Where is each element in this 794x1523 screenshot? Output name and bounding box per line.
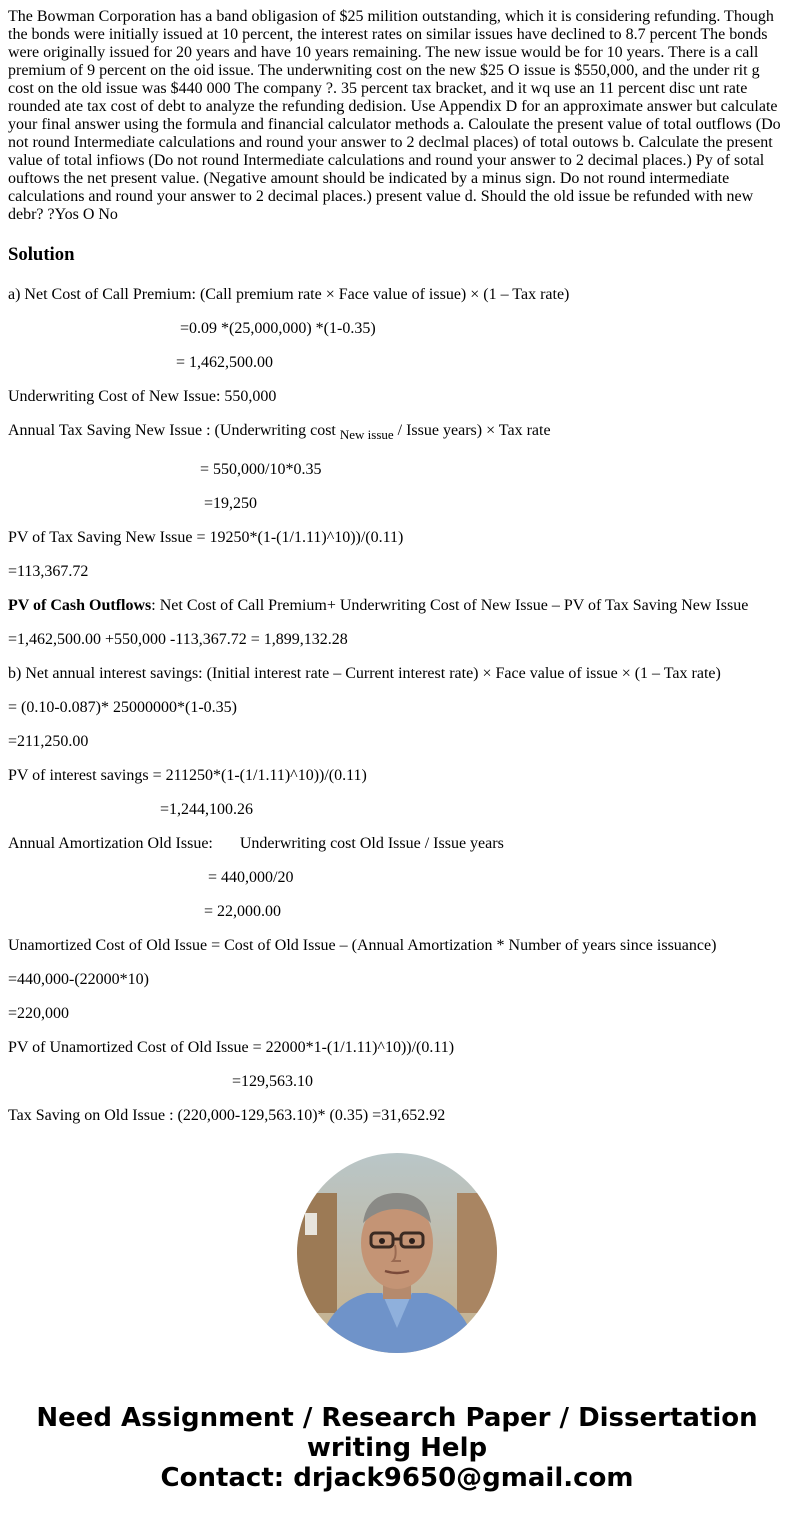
tax-saving-calc: = 550,000/10*0.35 — [200, 461, 322, 478]
amortization-line — [8, 835, 786, 853]
pv-unamortized-result: =129,563.10 — [232, 1073, 314, 1090]
pv-outflows-bold: PV of Cash Outflows — [8, 597, 152, 614]
amortization-formula: Underwriting cost Old Issue / Issue years — [239, 835, 504, 852]
footer-banner — [0, 1403, 794, 1493]
unamortized-calc: =440,000-(22000*10) — [8, 971, 150, 988]
pv-outflows-result: =1,462,500.00 +550,000 -113,367.72 = 1,899,132.28 — [8, 631, 348, 648]
call-premium-label: a) Net Cost of Call Premium: (Call premium rate × Face value of issue) × (1 – Tax rate) — [8, 286, 570, 303]
tax-saving-label-post: / Issue years) × Tax rate — [393, 422, 551, 439]
tax-saving-result: =19,250 — [204, 495, 258, 512]
call-premium-result: = 1,462,500.00 — [176, 354, 274, 371]
unamortized-label: Unamortized Cost of Old Issue = Cost of Old Issue – (Annual Amortization * Number of years since issuance) — [8, 937, 717, 954]
tax-saving-label-sub: New issue — [339, 427, 394, 442]
amortization-calc: = 440,000/20 — [208, 869, 294, 886]
pv-interest-savings: PV of interest savings = 211250*(1-(1/1.11)^10))/(0.11) — [8, 767, 367, 784]
tax-saving-old: Tax Saving on Old Issue : (220,000-129,563.10)* (0.35) =31,652.92 — [8, 1107, 446, 1124]
interest-savings-label: b) Net annual interest savings: (Initial interest rate – Current interest rate) × Face value of issue × (1 – Tax rate) — [8, 665, 721, 682]
unamortized-result: =220,000 — [8, 1005, 70, 1022]
pv-tax-saving-new-result: =113,367.72 — [8, 563, 89, 580]
interest-savings-result: =211,250.00 — [8, 733, 89, 750]
amortization-result: = 22,000.00 — [204, 903, 282, 920]
author-avatar — [297, 1153, 497, 1353]
pv-unamortized: PV of Unamortized Cost of Old Issue = 22000*1-(1/1.11)^10))/(0.11) — [8, 1039, 455, 1056]
amortization-label: Annual Amortization Old Issue: — [8, 835, 213, 852]
interest-savings-calc: = (0.10-0.087)* 25000000*(1-0.35) — [8, 699, 237, 716]
footer-line-1: Need Assignment / Research Paper / Dissertation — [36, 1403, 758, 1433]
pv-tax-saving-new: PV of Tax Saving New Issue = 19250*(1-(1/1.11)^10))/(0.11) — [8, 529, 404, 546]
footer-contact: Contact: drjack9650@gmail.com — [160, 1463, 634, 1493]
tax-saving-label-pre: Annual Tax Saving New Issue : (Underwriting cost — [8, 422, 340, 439]
pv-interest-savings-result: =1,244,100.26 — [160, 801, 254, 818]
underwriting-new: Underwriting Cost of New Issue: 550,000 — [8, 388, 277, 405]
question-text: The Bowman Corporation has a band obligasion of $25 milition outstanding, which it is considering refunding. Though the bonds were initially issued at 10 percent, the interest rates on similar issues have declined to 8.7 percent The bonds were originally issued for 20 years and have 10 years remaining. The new issue would be for 10 years. There is a call premium of 9 percent on the oid issue. The underwniting cost on the new $25 O issue is $550,000, and the under rit g cost on the old issue was $440 000 The company ?. 35 percent tax bracket, and it wq use an 11 percent disc unt rate rounded ate tax cost of debt to analyze the refunding dedision. Use Appendix D for an approximate answer but calculate your final answer using the formula and financial calculator methods a. Caloulate the present value of total outflows (Do not round Intermediate calculations and round your answer to 2 declmal places) of total outows b. Calculate the present value of total infiows (Do not round Intermediate calculations and round your answer to 2 decimal places.) Py of sotal ouftows the net present value. (Negative amount should be indicated by a minus sign. Do not round intermediate calculations and round your answer to 2 decimal places.) present value d. Should the old issue be refunded with new debr? ?Yos O No — [8, 8, 781, 223]
footer-line-2: writing Help — [306, 1433, 488, 1463]
tax-saving-label — [8, 422, 786, 440]
solution-heading: Solution — [8, 244, 75, 265]
call-premium-calc: =0.09 *(25,000,000) *(1-0.35) — [180, 320, 376, 337]
pv-outflows-rest: : Net Cost of Call Premium+ Underwriting Cost of New Issue – PV of Tax Saving New Issue — [151, 597, 749, 614]
pv-outflows-line — [8, 597, 786, 615]
